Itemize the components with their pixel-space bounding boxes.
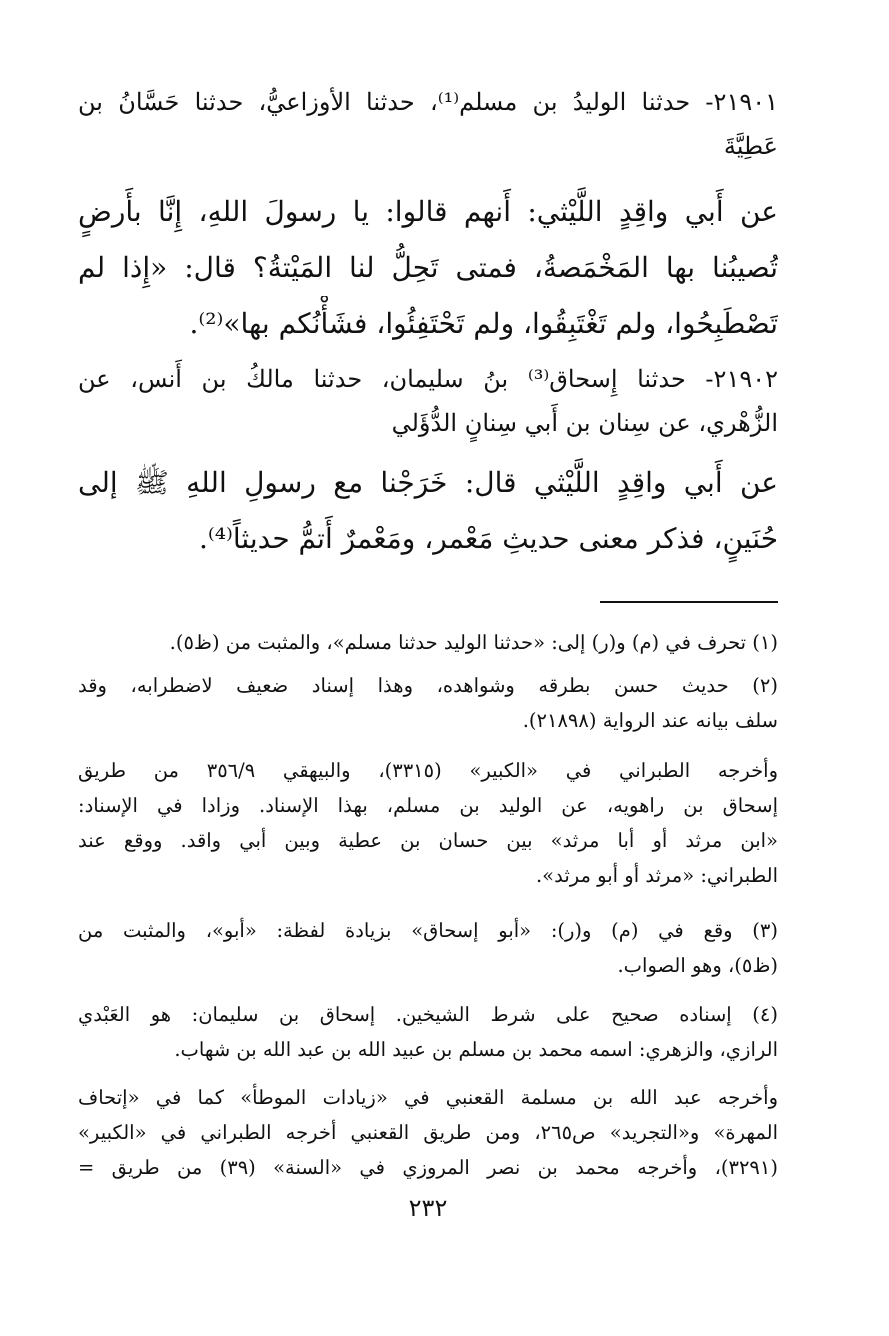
footnote-separator [600, 601, 778, 603]
text-line: (ظ٥)، وهو الصواب. [617, 954, 778, 977]
footnote-4-continuation [78, 1080, 778, 1185]
text-line: الرازي، والزهري: اسمه محمد بن مسلم بن عبيد الله بن عبد الله بن شهاب. [174, 1038, 778, 1061]
text-line: «ابن مرثد أو أبا مرثد» بين حسان بن عطية وبين أبي واقد. ووقع عند [78, 829, 778, 852]
text-line: (٣٢٩١)، وأخرجه محمد بن نصر المروزي في «السنة» (٣٩) من طريق = [78, 1156, 778, 1179]
text-line: سلف بيانه عند الرواية (٢١٨٩٨). [522, 709, 778, 732]
text-line: وأخرجه عبد الله بن مسلمة القعنبي في «زيادات الموطأ» كما في «إتحاف [78, 1086, 778, 1109]
text-line: عن أَبي واقِدٍ اللَّيْثي قال: خَرَجْنا مع رسولِ اللهِ ﷺ إلى [78, 466, 778, 499]
text-line: (٤) إسناده صحيح على شرط الشيخين. إسحاق بن سليمان: هو العَبْدي [78, 1003, 778, 1026]
text-line: حُنَينٍ، فذكر معنى حديثِ مَعْمر، ومَعْمرٌ أَتمُّ حديثاً⁽⁴⁾. [198, 522, 778, 555]
text-line: الطبراني: «مرثد أو أبو مرثد». [535, 864, 778, 887]
page [78, 0, 778, 1336]
footnote-2 [78, 668, 778, 738]
hadith-21901-isnad [78, 80, 778, 168]
text-line: وأخرجه الطبراني في «الكبير» (٣٣١٥)، والبيهقي ٣٥٦/٩ من طريق [78, 759, 778, 782]
hadith-21902-matn [78, 455, 778, 567]
footnote-1 [78, 625, 778, 660]
text-line: عَطِيَّةَ [723, 132, 778, 160]
text-line: تُصيبُنا بها المَخْمَصةُ، فمتى تَحِلُّ لنا المَيْتةُ؟ قال: «إِذا لم [78, 251, 778, 284]
text-line: الزُّهْري، عن سِنان بن أَبي سِنانٍ الدُّؤَلي [391, 409, 778, 437]
text-line: (١) تحرف في (م) و(ر) إلى: «حدثنا الوليد حدثنا مسلم»، والمثبت من (ظ٥). [169, 631, 778, 654]
text-line: ٢١٩٠١- حدثنا الوليدُ بن مسلم⁽¹⁾، حدثنا الأوزاعيُّ، حدثنا حَسَّانُ بن [78, 88, 778, 116]
text-line: إسحاق بن راهويه، عن الوليد بن مسلم، بهذا الإسناد. وزادا في الإسناد: [78, 794, 778, 817]
text-line: (٣) وقع في (م) و(ر): «أبو إسحاق» بزيادة لفظة: «أبو»، والمثبت من [78, 919, 778, 942]
footnote-2-continuation [78, 753, 778, 893]
text-line: تَصْطَبِحُوا، ولم تَغْتَبِقُوا، ولم تَحْتَفِئُوا، فشَأْنُكم بها»⁽²⁾. [189, 307, 778, 340]
hadith-21901-matn [78, 184, 778, 352]
text-line: المهرة» و«التجريد» ص٢٦٥، ومن طريق القعنبي أخرجه الطبراني في «الكبير» [78, 1121, 778, 1144]
page-number: ٢٣٢ [408, 1194, 448, 1222]
text-line: (٢) حديث حسن بطرقه وشواهده، وهذا إسناد ضعيف لاضطرابه، وقد [78, 674, 778, 697]
footnote-3 [78, 913, 778, 983]
hadith-21902-isnad [78, 357, 778, 445]
text-line: ٢١٩٠٢- حدثنا إِسحاق⁽³⁾ بنُ سليمان، حدثنا مالكُ بن أَنس، عن [78, 365, 778, 393]
footnote-4 [78, 997, 778, 1067]
text-line: عن أَبي واقِدٍ اللَّيْثي: أَنهم قالوا: يا رسولَ اللهِ، إِنَّا بأَرضٍ [78, 195, 778, 228]
